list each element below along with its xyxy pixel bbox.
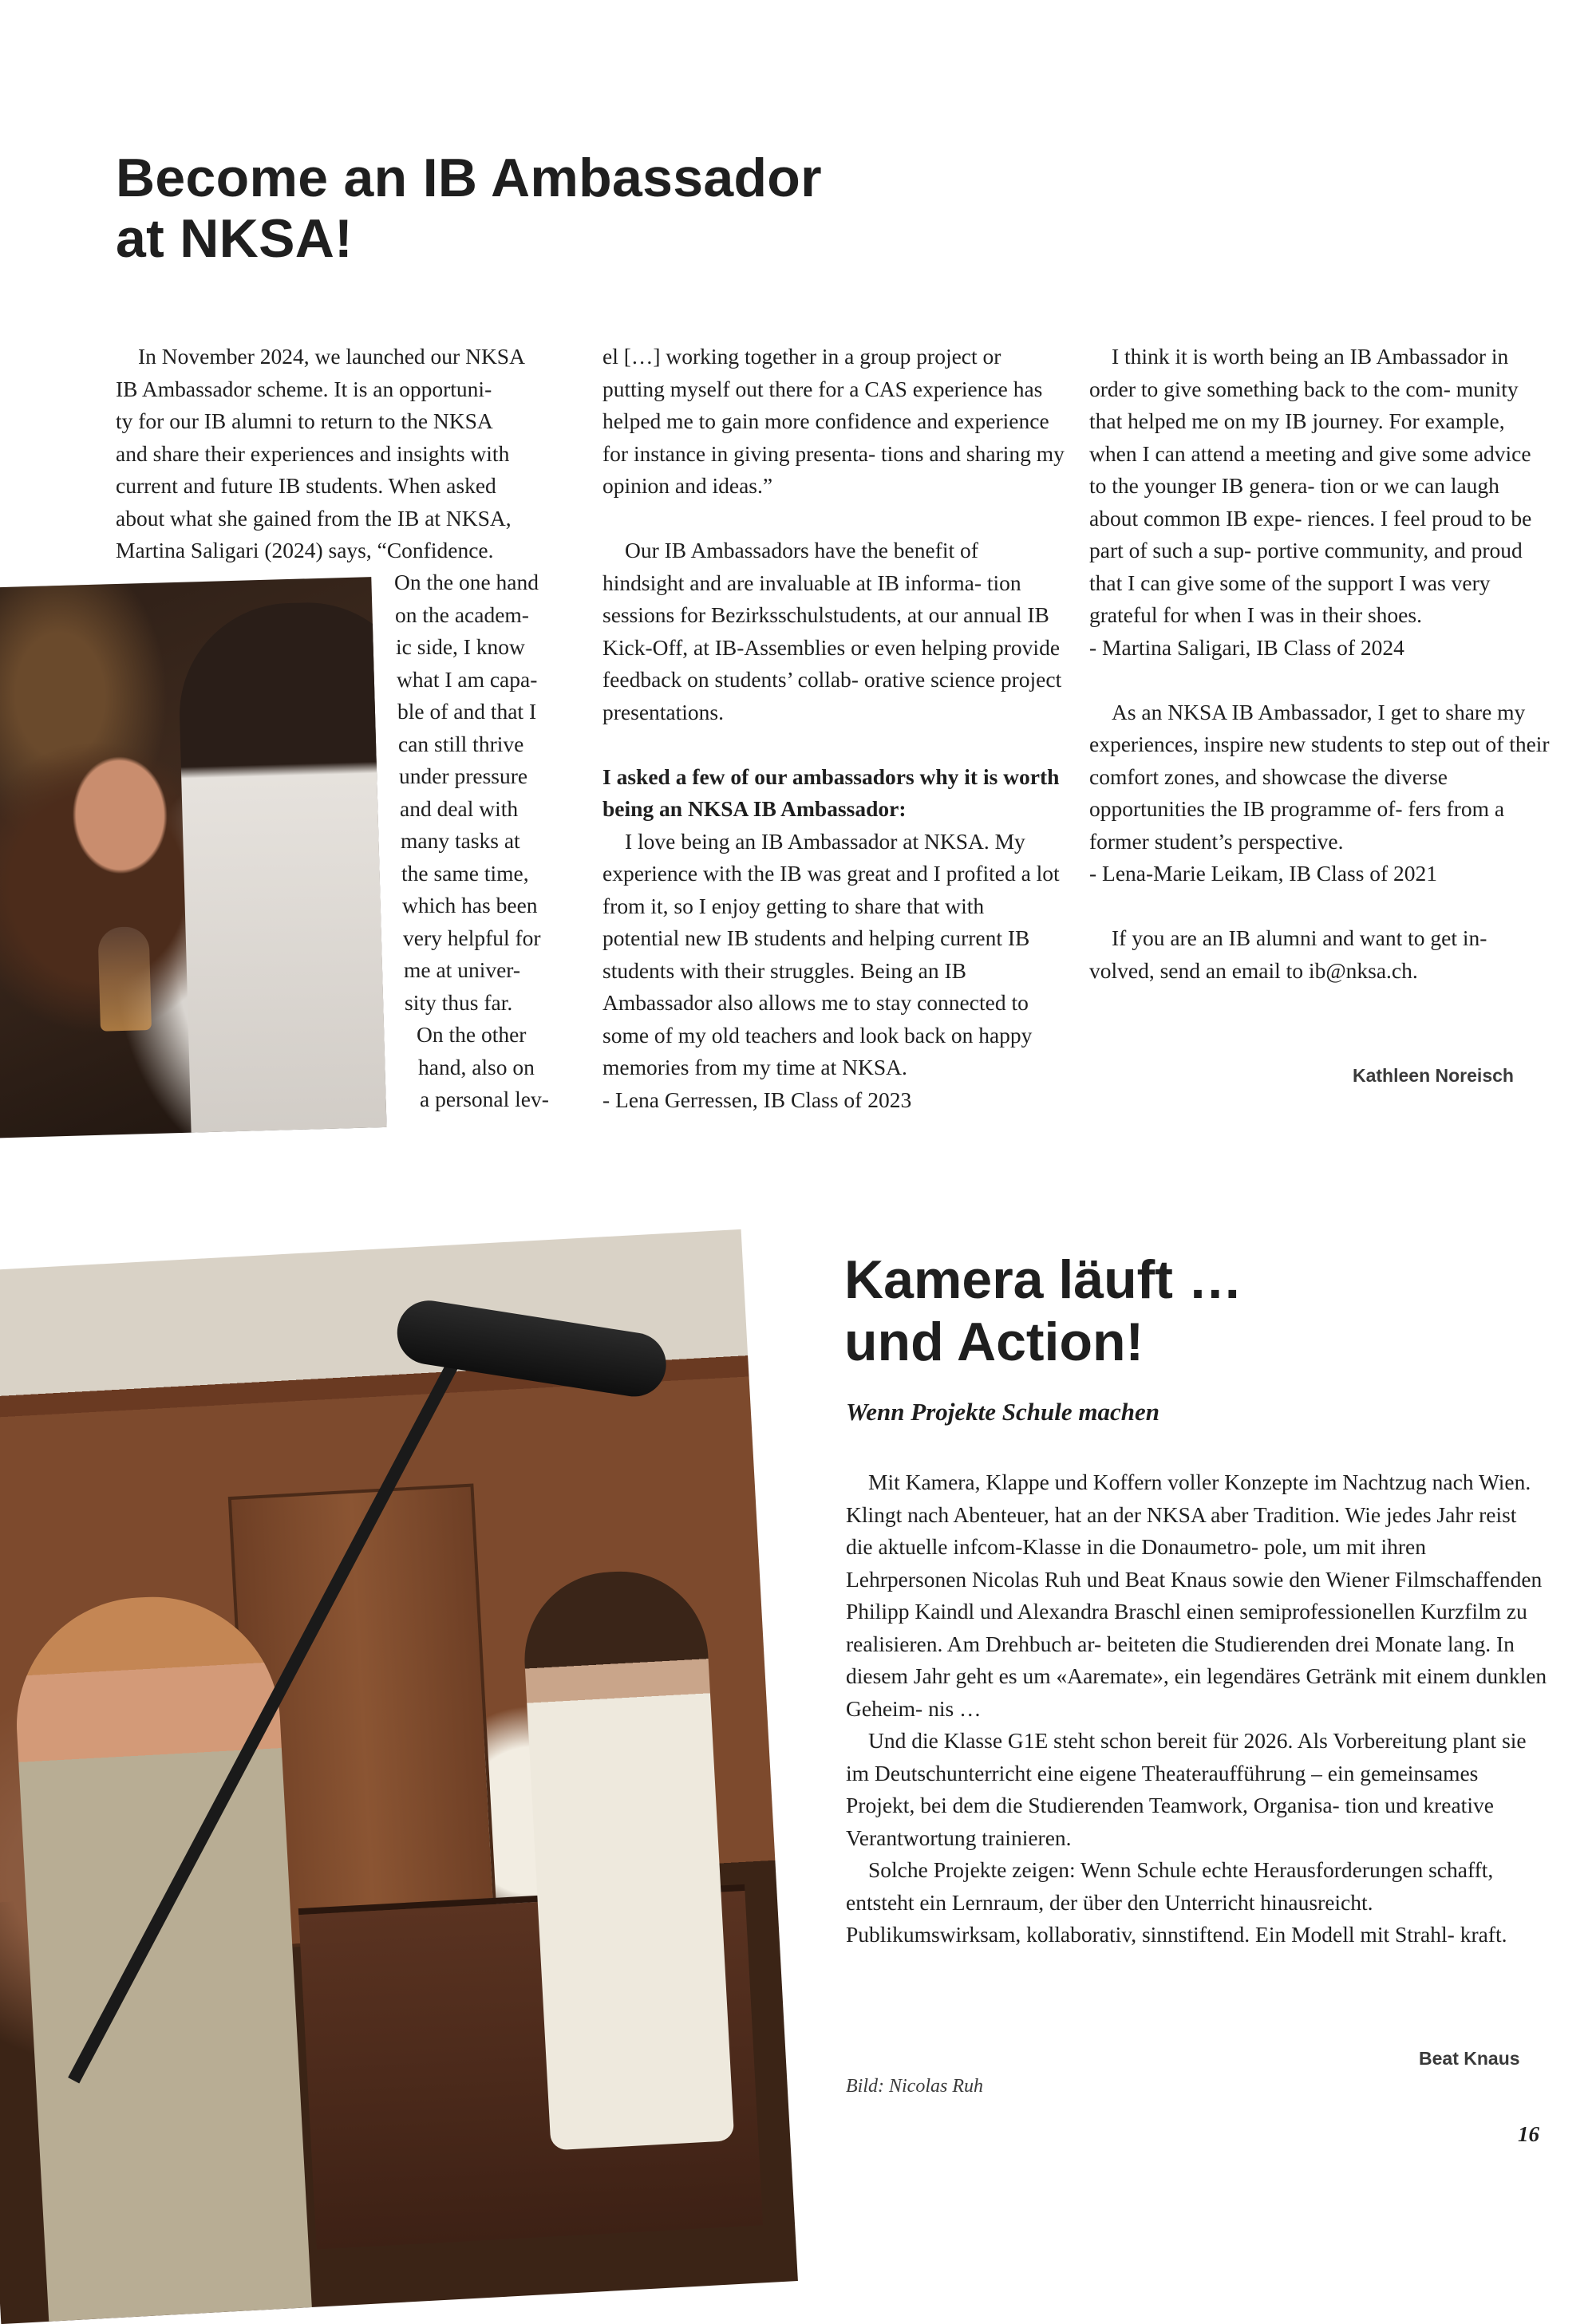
col2-paragraph: Our IB Ambassadors have the benefit of hindsight and are invaluable at IB informa- tion sessions for Bezirksschulstudents, at our annual IB Kick-Off, at IB-Assemblies or even helping provide feedback on students’ collab- orative science project presentations.	[602, 538, 1062, 724]
col1-wrap-line: under pressure	[399, 763, 528, 788]
col1-wrap-line: ble of and that I	[397, 699, 537, 724]
article2-subtitle: Wenn Projekte Schule machen	[846, 1398, 1159, 1426]
article1-title	[116, 148, 822, 269]
article2-title	[844, 1249, 1242, 1373]
article2-title-line1: Kamera läuft …	[844, 1249, 1242, 1310]
photo-person-back	[176, 600, 386, 1138]
col1-line: current and future IB students. When asked	[116, 473, 496, 498]
col1-wrap-line: what I am capa-	[397, 666, 538, 692]
photo-actress	[520, 1567, 735, 2150]
col1-line: Martina Saligari (2024) says, “Confidence.	[116, 538, 494, 562]
col1-wrap-line: me at univer-	[404, 957, 521, 982]
col3-paragraph: I think it is worth being an IB Ambassador in order to give something back to the com- munity that helped me on my IB journey. For example, when I can attend a meeting and give some advice to the younger IB genera- tion or we can laugh about common IB expe- riences. I feel proud to be part of such a sup- portive community, and proud that I can give some of the support I was very grateful for when I was in their shoes.	[1089, 344, 1532, 627]
article2-paragraph: Solche Projekte zeigen: Wenn Schule echte Herausforderungen schafft, entsteht ein Lernraum, der über den Unterricht hinausreicht. Publikumswirksam, kollaborativ, sinnstiftend. Ein Modell mit Strahl- kraft.	[846, 1857, 1507, 1947]
ambassador-photo	[0, 577, 387, 1138]
col1-wrap-line: which has been	[402, 893, 538, 917]
col3-signature: - Lena-Marie Leikam, IB Class of 2021	[1089, 861, 1438, 886]
col1-line: IB Ambassador scheme. It is an opportuni-	[116, 376, 492, 401]
article1-author: Kathleen Noreisch	[1353, 1065, 1514, 1086]
article2-title-line2: und Action!	[844, 1312, 1144, 1372]
col1-wrap-line: can still thrive	[398, 731, 524, 756]
article2-paragraph: Mit Kamera, Klappe und Koffern voller Konzepte im Nachtzug nach Wien. Klingt nach Abenteuer, hat an der NKSA aber Tradition. Wie jedes Jahr reist die aktuelle infcom-Klasse in die Donaumetro- pole, um mit ihren Lehrpersonen Nicolas Ruh und Beat Knaus sowie den Wiener Filmschaffenden Philipp Kaindl und Alexandra Braschl einen semiprofessionellen Kurzfilm zu realisieren. Am Drehbuch ar- beiteten die Studierenden drei Monate lang. In diesem Jahr geht es um «Aaremate», ein legendäres Getränk mit einem dunklen Geheim- nis …	[846, 1470, 1547, 1721]
col1-wrap-line: On the one hand	[394, 570, 539, 594]
article2-author: Beat Knaus	[1419, 2048, 1520, 2069]
col2-paragraph: I love being an IB Ambassador at NKSA. My experience with the IB was great and I profited a lot from it, so I enjoy getting to share that with potential new IB students and helping current IB students with their struggles. Being an IB Ambassador also allows me to stay connected to some of my old teachers and look back on happy memories from my time at NKSA.	[602, 828, 1060, 1079]
col1-wrap-line: and deal with	[400, 795, 519, 821]
photo-boom-operator	[10, 1590, 312, 2322]
article2-paragraph: Und die Klasse G1E steht schon bereit für 2026. Als Vorbereitung plant sie im Deutschunterricht eine eigene Theateraufführung – ein gemeinsames Projekt, bei dem die Studierenden Teamwork, Organisa- tion und kreative Verantwortung trainieren.	[846, 1728, 1527, 1850]
photo-wine-glass	[97, 926, 152, 1032]
page-number: 16	[1518, 2122, 1539, 2146]
article1-column1-wrap	[394, 566, 578, 1116]
article2-body	[846, 1466, 1548, 1951]
col1-line: In November 2024, we launched our NKSA	[138, 344, 525, 369]
col1-wrap-line: On the other	[417, 1022, 527, 1047]
col1-wrap-line: hand, also on	[418, 1054, 535, 1079]
col1-wrap-line: the same time,	[401, 860, 529, 886]
film-set-photo	[0, 1229, 798, 2324]
article1-column1-top	[116, 341, 575, 567]
col2-paragraph: el […] working together in a group project or putting myself out there for a CAS experience has helped me to gain more confidence and experience for instance in giving presenta- tions and sharing my opinion and ideas.”	[602, 344, 1065, 498]
col3-paragraph: As an NKSA IB Ambassador, I get to share my experiences, inspire new students to step out of their comfort zones, and showcase the diverse opportunities the IB programme of- fers from a former student’s perspective.	[1089, 699, 1550, 854]
article1-column2	[602, 341, 1065, 1116]
col3-paragraph: If you are an IB alumni and want to get in- volved, send an email to ib@nksa.ch.	[1089, 925, 1487, 983]
col1-wrap-line: a personal lev-	[420, 1087, 549, 1111]
photo-credit: Bild: Nicolas Ruh	[846, 2076, 983, 2097]
col1-wrap-line: many tasks at	[401, 828, 520, 853]
col1-line: about what she gained from the IB at NKSA,	[116, 505, 512, 531]
col1-wrap-line: sity thus far.	[405, 989, 513, 1015]
col1-line: ty for our IB alumni to return to the NKSA	[116, 408, 493, 433]
article1-title-line2: at NKSA!	[116, 208, 354, 269]
col1-wrap-line: ic side, I know	[396, 634, 525, 659]
col1-wrap-line: very helpful for	[403, 925, 541, 950]
article1-title-line1: Become an IB Ambassador	[116, 148, 822, 208]
col2-signature: - Lena Gerressen, IB Class of 2023	[602, 1087, 912, 1112]
col1-wrap-line: on the academ-	[395, 602, 529, 627]
col1-line: and share their experiences and insights with	[116, 440, 510, 466]
col2-question: I asked a few of our ambassadors why it is worth being an NKSA IB Ambassador:	[602, 763, 1060, 821]
article1-column3	[1089, 341, 1552, 987]
col3-signature: - Martina Saligari, IB Class of 2024	[1089, 634, 1404, 660]
